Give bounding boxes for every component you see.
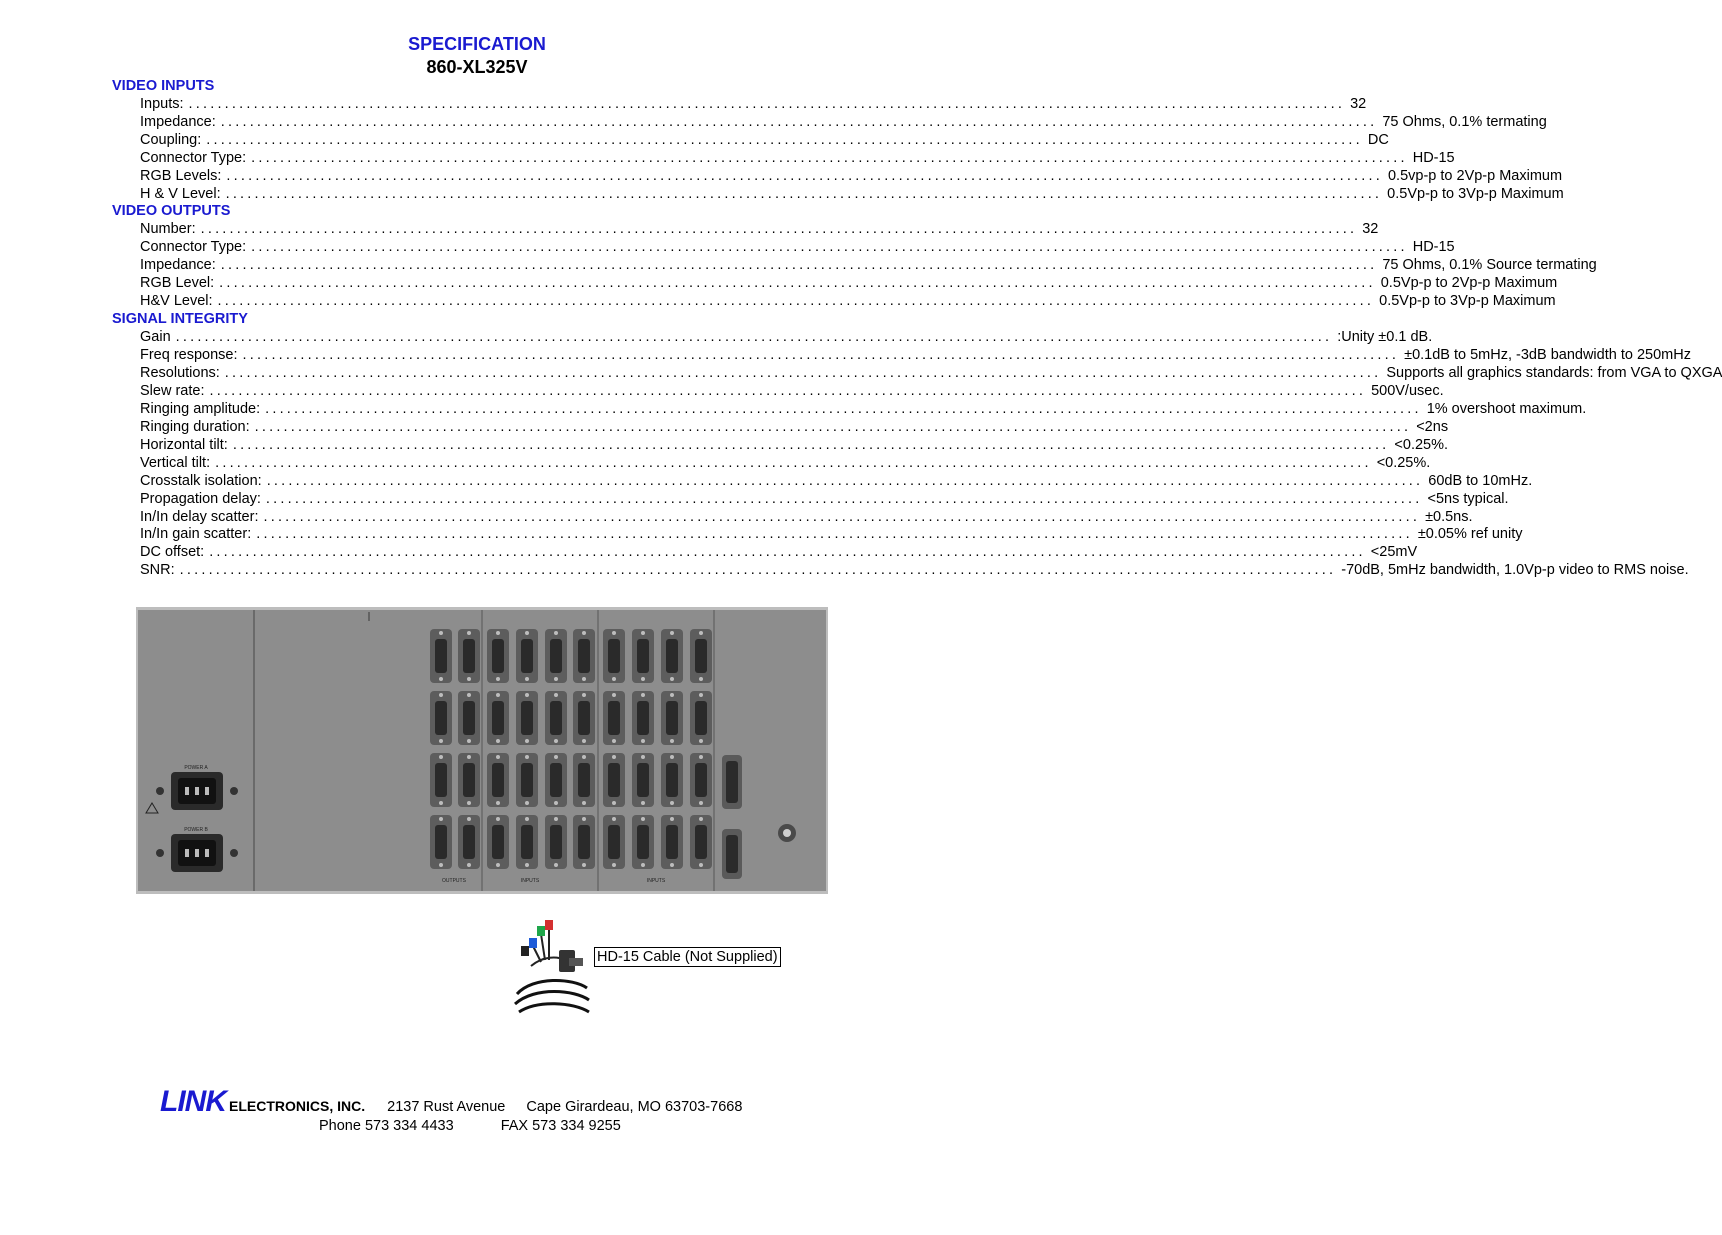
hd15-screw	[582, 863, 586, 867]
street-address: 2137 Rust Avenue	[387, 1099, 506, 1115]
hd15-socket	[666, 639, 678, 673]
spec-row	[140, 490, 1509, 509]
dot-leader: ................................................................................................................................................................	[188, 96, 1346, 112]
dot-leader: ................................................................................................................................................................	[209, 382, 1367, 399]
hd15-screw	[582, 693, 586, 697]
hd15-screw	[525, 739, 529, 743]
link-logo: LINK	[160, 1085, 226, 1118]
spec-row	[140, 436, 1449, 455]
cable-caption: HD-15 Cable (Not Supplied)	[594, 947, 781, 967]
hd15-screw	[467, 817, 471, 821]
spec-value: Supports all graphics standards: from VGA to QXGA	[1386, 364, 1722, 381]
hd15-socket	[521, 639, 533, 673]
spec-label: Impedance:	[140, 256, 216, 273]
footer-contact-line	[319, 1118, 621, 1134]
hd15-screw	[467, 631, 471, 635]
hd15-screw	[554, 693, 558, 697]
hd15-screw	[467, 755, 471, 759]
spec-row	[140, 526, 1523, 544]
hd15-socket	[521, 825, 533, 859]
spec-label: Coupling:	[140, 131, 202, 148]
hd15-socket	[608, 701, 620, 735]
hd15-screw	[670, 739, 674, 743]
hd15-screw	[641, 693, 645, 697]
dot-leader: ................................................................................................................................................................	[215, 454, 1372, 471]
hd15-socket	[463, 825, 475, 859]
dot-leader: ................................................................................................................................................................	[266, 472, 1424, 489]
hd15-screw	[699, 739, 703, 743]
dot-leader: ................................................................................................................................................................	[242, 346, 1400, 363]
hd15-screw	[525, 677, 529, 681]
spec-label: H & V Level:	[140, 185, 221, 202]
spec-row	[140, 562, 1689, 580]
spec-label: Ringing amplitude:	[140, 400, 261, 417]
hd15-socket	[608, 763, 620, 797]
hd15-screw	[582, 739, 586, 743]
hd15-socket	[578, 825, 590, 859]
hd15-screw	[439, 801, 443, 805]
hd15-screw	[496, 677, 500, 681]
spec-row	[140, 329, 1433, 347]
spec-label: Vertical tilt:	[140, 454, 211, 471]
spec-row	[140, 274, 1558, 293]
hd15-screw	[582, 631, 586, 635]
spec-value: -70dB, 5mHz bandwidth, 1.0Vp-p video to RMS noise.	[1341, 562, 1689, 579]
hd15-socket	[492, 701, 504, 735]
spec-row	[140, 544, 1418, 562]
hd15-socket	[463, 639, 475, 673]
inputs-label-2: INPUTS	[646, 878, 666, 884]
footer-company-line	[160, 1085, 840, 1117]
spec-label: Impedance:	[140, 113, 216, 130]
hd15-screw	[496, 693, 500, 697]
hd15-screw	[699, 801, 703, 805]
hd15-socket	[695, 825, 707, 859]
hd15-socket	[463, 763, 475, 797]
dot-leader: ................................................................................................................................................................	[256, 526, 1413, 543]
dot-leader: ................................................................................................................................................................	[263, 508, 1421, 525]
spec-label: DC offset:	[140, 544, 205, 561]
spec-row	[140, 238, 1455, 257]
hd15-socket	[637, 825, 649, 859]
spec-row	[140, 113, 1547, 132]
hd15-screw	[641, 739, 645, 743]
hd15-screw	[554, 817, 558, 821]
hd15-screw	[641, 863, 645, 867]
spec-row	[140, 185, 1564, 204]
spec-label: H&V Level:	[140, 292, 213, 309]
spec-label: Connector Type:	[140, 238, 247, 255]
spec-label: Propagation delay:	[140, 490, 261, 507]
fax-number: FAX 573 334 9255	[500, 1118, 621, 1134]
hd15-screw	[467, 863, 471, 867]
spec-row	[140, 418, 1449, 437]
hd15-screw	[670, 801, 674, 805]
hd15-screw	[699, 863, 703, 867]
hd15-socket	[637, 639, 649, 673]
hd15-socket	[608, 825, 620, 859]
spec-row	[140, 221, 1379, 239]
hd15-screw	[496, 863, 500, 867]
spec-value: :Unity ±0.1 dB.	[1337, 329, 1433, 345]
city-address: Cape Girardeau, MO 63703-7668	[526, 1099, 743, 1115]
section-heading: VIDEO INPUTS	[112, 78, 215, 94]
dot-leader: ................................................................................................................................................................	[200, 221, 1358, 237]
spec-value: DC	[1367, 131, 1389, 148]
dot-leader: ................................................................................................................................................................	[179, 562, 1337, 579]
spec-row	[140, 508, 1473, 527]
spec-value: 0.5Vp-p to 3Vp-p Maximum	[1387, 185, 1564, 202]
spec-label: RGB Levels:	[140, 167, 222, 184]
spec-label: Horizontal tilt:	[140, 436, 228, 453]
hd15-screw	[670, 631, 674, 635]
hd15-screw	[496, 801, 500, 805]
hd15-socket	[666, 825, 678, 859]
hd15-screw	[582, 677, 586, 681]
hd15-screw	[641, 755, 645, 759]
spec-title: SPECIFICATION	[408, 34, 546, 54]
hd15-screw	[612, 693, 616, 697]
hd15-screw	[467, 677, 471, 681]
hd15-socket	[492, 825, 504, 859]
dot-leader: ................................................................................................................................................................	[265, 490, 1423, 507]
hd15-screw	[699, 817, 703, 821]
dot-leader: ................................................................................................................................................................	[175, 329, 1333, 345]
dot-leader: ................................................................................................................................................................	[206, 131, 1363, 148]
spec-value: <0.25%.	[1376, 454, 1431, 471]
hd15-screw	[582, 801, 586, 805]
hd15-screw	[525, 693, 529, 697]
hd15-screw	[554, 863, 558, 867]
hd15-screw	[641, 631, 645, 635]
hd15-screw	[496, 755, 500, 759]
hd15-screw	[670, 693, 674, 697]
spec-value: ±0.5ns.	[1425, 508, 1473, 525]
hd15-screw	[496, 631, 500, 635]
spec-value: ±0.1dB to 5mHz, -3dB bandwidth to 250mHz	[1404, 346, 1691, 363]
hd15-screw	[439, 693, 443, 697]
hd15-screw	[525, 755, 529, 759]
spec-value: <5ns typical.	[1427, 490, 1509, 507]
dot-leader: ................................................................................................................................................................	[217, 292, 1375, 309]
spec-label: RGB Level:	[140, 274, 215, 291]
power-b-label: POWER B	[184, 827, 208, 833]
hd15-screw	[554, 631, 558, 635]
hd15-screw	[699, 755, 703, 759]
inputs-label-1: INPUTS	[520, 878, 540, 884]
hd15-socket	[435, 763, 447, 797]
spec-value: 32	[1362, 221, 1379, 237]
hd15-cable-image	[513, 916, 591, 1020]
hd15-screw	[699, 631, 703, 635]
hd15-socket	[550, 825, 562, 859]
hd15-socket	[463, 701, 475, 735]
hd15-screw	[525, 631, 529, 635]
hd15-screw	[439, 631, 443, 635]
hd15-screw	[525, 801, 529, 805]
dot-leader: ................................................................................................................................................................	[220, 113, 1378, 130]
spec-value: 0.5Vp-p to 2Vp-p Maximum	[1380, 274, 1558, 291]
section-heading: VIDEO OUTPUTS	[112, 203, 231, 219]
spec-value: <25mV	[1370, 544, 1418, 561]
hd15-screw	[612, 739, 616, 743]
spec-row	[140, 382, 1444, 401]
dot-leader: ................................................................................................................................................................	[232, 436, 1390, 453]
hd15-socket	[435, 639, 447, 673]
dot-leader: ................................................................................................................................................................	[209, 544, 1366, 561]
spec-label: In/In gain scatter:	[140, 526, 252, 543]
hd15-screw	[439, 817, 443, 821]
hd15-screw	[612, 631, 616, 635]
spec-row	[140, 400, 1587, 419]
spec-label: Number:	[140, 221, 196, 237]
hd15-socket	[695, 763, 707, 797]
spec-value: HD-15	[1412, 238, 1455, 255]
spec-label: Resolutions:	[140, 364, 220, 381]
spec-label: Ringing duration:	[140, 418, 250, 435]
hd15-socket	[695, 701, 707, 735]
company-name: ELECTRONICS, INC.	[229, 1098, 366, 1114]
power-a-label: POWER A	[184, 765, 208, 771]
dot-leader: ................................................................................................................................................................	[251, 149, 1408, 166]
hd15-socket	[550, 639, 562, 673]
spec-row	[140, 346, 1691, 365]
dot-leader: ................................................................................................................................................................	[220, 256, 1378, 273]
dot-leader: ................................................................................................................................................................	[225, 185, 1383, 202]
hd15-screw	[670, 817, 674, 821]
hd15-screw	[554, 739, 558, 743]
hd15-screw	[554, 801, 558, 805]
dot-leader: ................................................................................................................................................................	[226, 167, 1383, 184]
hd15-screw	[699, 677, 703, 681]
spec-value: 0.5vp-p to 2Vp-p Maximum	[1387, 167, 1563, 184]
spec-value: 0.5Vp-p to 3Vp-p Maximum	[1379, 292, 1556, 309]
hd15-socket	[608, 639, 620, 673]
hd15-screw	[612, 755, 616, 759]
hd15-screw	[670, 863, 674, 867]
spec-row	[140, 96, 1367, 114]
hd15-socket	[550, 763, 562, 797]
spec-label: Connector Type:	[140, 149, 247, 166]
spec-value: 60dB to 10mHz.	[1428, 472, 1533, 489]
hd15-screw	[439, 739, 443, 743]
dot-leader: ................................................................................................................................................................	[254, 418, 1412, 435]
dot-leader: ................................................................................................................................................................	[224, 364, 1382, 381]
hd15-screw	[641, 817, 645, 821]
spec-value: 500V/usec.	[1371, 382, 1444, 399]
hd15-socket	[550, 701, 562, 735]
hd15-screw	[439, 755, 443, 759]
spec-row	[140, 472, 1533, 491]
hd15-socket	[492, 639, 504, 673]
hd15-screw	[612, 863, 616, 867]
phone-number: Phone 573 334 4433	[319, 1118, 454, 1134]
spec-value: <0.25%.	[1394, 436, 1449, 453]
hd15-screw	[582, 817, 586, 821]
spec-label: In/In delay scatter:	[140, 508, 259, 525]
hd15-screw	[582, 755, 586, 759]
hd15-socket	[492, 763, 504, 797]
spec-row	[140, 364, 1722, 383]
hd15-screw	[699, 693, 703, 697]
spec-row	[140, 292, 1556, 311]
spec-row	[140, 167, 1563, 186]
hd15-screw	[439, 677, 443, 681]
hd15-socket	[435, 825, 447, 859]
hd15-socket	[637, 701, 649, 735]
hd15-screw	[612, 817, 616, 821]
model-number: 860-XL325V	[426, 57, 528, 77]
spec-row	[140, 131, 1389, 150]
hd15-screw	[525, 863, 529, 867]
spec-label: Gain	[140, 329, 171, 345]
hd15-socket	[578, 701, 590, 735]
hd15-socket	[578, 763, 590, 797]
hd15-screw	[670, 755, 674, 759]
hd15-socket	[578, 639, 590, 673]
spec-value: <2ns	[1416, 418, 1449, 435]
spec-row	[140, 149, 1455, 168]
hd15-screw	[467, 693, 471, 697]
bnc-connector	[778, 824, 796, 842]
spec-label: SNR:	[140, 562, 175, 579]
hd15-screw	[554, 677, 558, 681]
hd15-socket	[666, 701, 678, 735]
spec-value: 75 Ohms, 0.1% Source termating	[1382, 256, 1597, 273]
hd15-socket	[435, 701, 447, 735]
hd15-screw	[496, 817, 500, 821]
dot-leader: ................................................................................................................................................................	[265, 400, 1422, 417]
spec-label: Inputs:	[140, 96, 184, 112]
hd15-screw	[612, 677, 616, 681]
hd15-socket	[695, 639, 707, 673]
hd15-screw	[612, 801, 616, 805]
hd15-socket	[637, 763, 649, 797]
outputs-label: OUTPUTS	[442, 878, 466, 884]
spec-value: ±0.05% ref unity	[1417, 526, 1523, 543]
spec-value: 32	[1350, 96, 1367, 112]
hd15-socket	[521, 763, 533, 797]
hd15-socket	[521, 701, 533, 735]
dot-leader: ................................................................................................................................................................	[219, 274, 1376, 291]
spec-row	[140, 256, 1597, 275]
hd15-screw	[525, 817, 529, 821]
hd15-screw	[467, 739, 471, 743]
spec-label: Freq response:	[140, 346, 238, 363]
hd15-screw	[439, 863, 443, 867]
spec-value: HD-15	[1412, 149, 1455, 166]
hd15-screw	[641, 801, 645, 805]
hd15-screw	[496, 739, 500, 743]
section-heading: SIGNAL INTEGRITY	[112, 311, 248, 327]
rear-panel-image	[136, 607, 828, 894]
hd15-screw	[554, 755, 558, 759]
spec-value: 1% overshoot maximum.	[1426, 400, 1587, 417]
hd15-screw	[467, 801, 471, 805]
spec-label: Slew rate:	[140, 382, 205, 399]
dot-leader: ................................................................................................................................................................	[251, 238, 1408, 255]
spec-row	[140, 454, 1431, 473]
spec-value: 75 Ohms, 0.1% termating	[1382, 113, 1547, 130]
spec-label: Crosstalk isolation:	[140, 472, 262, 489]
hd15-screw	[670, 677, 674, 681]
hd15-screw	[641, 677, 645, 681]
hd15-socket	[666, 763, 678, 797]
